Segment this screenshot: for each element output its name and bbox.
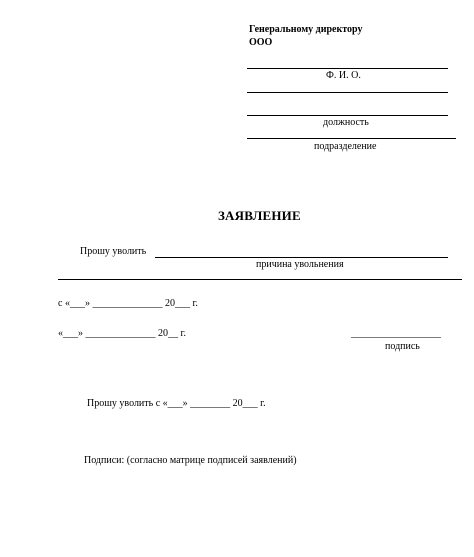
addressee-line-1: Генеральному директору [249,24,363,35]
fio-blank-line [247,68,448,69]
position-caption: должность [323,117,369,128]
signature-caption: подпись [385,341,420,352]
department-caption: подразделение [314,141,377,152]
reason-caption: причина увольнения [256,259,344,270]
request-text: Прошу уволить [80,246,147,257]
fio-caption: Ф. И. О. [326,70,361,81]
reason-continuation-line [58,279,462,280]
request-from-line: Прошу уволить с «___» ________ 20___ г. [87,398,266,409]
department-blank-line [247,138,456,139]
reason-blank-line [155,257,448,258]
signatures-note: Подписи: (согласно матрице подписей заявлений) [84,455,297,466]
extra-blank-line-1 [247,92,448,93]
addressee-line-2: ООО [249,37,273,48]
date-line: «___» ______________ 20__ г. [58,328,186,339]
position-blank-line [247,115,448,116]
signature-blank: __________________ [351,328,441,339]
document-title: ЗАЯВЛЕНИЕ [218,208,301,223]
date-from-line: с «___» ______________ 20___ г. [58,298,198,309]
